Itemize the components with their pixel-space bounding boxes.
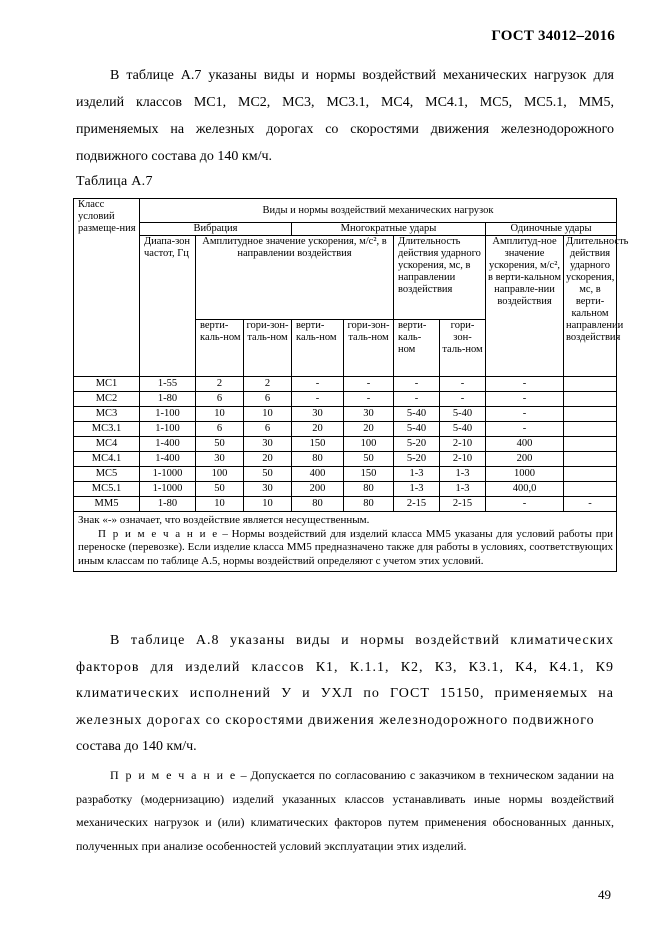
table-cell: -: [394, 392, 440, 407]
table-cell: 30: [196, 452, 244, 467]
table-cell: 10: [196, 497, 244, 512]
table-cell: 1-3: [440, 482, 486, 497]
row-class-cell: МС3.1: [74, 422, 140, 437]
table-cell: 1000: [486, 467, 564, 482]
table-cell: 50: [196, 437, 244, 452]
table-cell: 100: [344, 437, 394, 452]
table-cell: 80: [344, 497, 394, 512]
table-cell: 6: [244, 392, 292, 407]
row-class-cell: МС4: [74, 437, 140, 452]
table-cell: 6: [244, 422, 292, 437]
header-vib-vertical: верти-каль-ном: [196, 320, 244, 377]
table-cell: 10: [244, 407, 292, 422]
table-caption: Таблица А.7: [76, 174, 153, 189]
table-cell: [564, 407, 617, 422]
bottom-note: [76, 764, 614, 858]
table-cell: 2-15: [394, 497, 440, 512]
table-footnote: Знак «-» означает, что воздействие является несущественным.: [78, 514, 370, 526]
table-cell: -: [486, 392, 564, 407]
header-frequency-range: Диапа-зон частот, Гц: [140, 236, 196, 377]
row-class-cell: МС2: [74, 392, 140, 407]
table-cell: 100: [196, 467, 244, 482]
table-cell: -: [564, 497, 617, 512]
table-cell: 5-40: [440, 407, 486, 422]
table-cell: [564, 422, 617, 437]
climate-paragraph: [76, 628, 614, 761]
table-cell: 50: [196, 482, 244, 497]
header-class: Класс условий размеще-ния: [74, 199, 140, 377]
table-row: [74, 437, 617, 452]
table-cell: 50: [244, 467, 292, 482]
table-cell: 20: [344, 422, 394, 437]
table-row: [74, 392, 617, 407]
table-row: [74, 467, 617, 482]
table-cell: 1-1000: [140, 482, 196, 497]
table-cell: 150: [344, 467, 394, 482]
table-cell: 1-1000: [140, 467, 196, 482]
table-row: [74, 452, 617, 467]
table-cell: 1-80: [140, 392, 196, 407]
table-cell: 5-20: [394, 437, 440, 452]
table-cell: -: [394, 377, 440, 392]
table-cell: 30: [344, 407, 394, 422]
table-note-text: – Нормы воздействий для изделий класса ММ5 указаны для условий работы при переноске (перевозке). Если изделие класса ММ5 предназначено также для работы в условиях, соответствующих иным классам по таблице А.5, нормы воздействий определяют с учетом этих условий.: [78, 527, 614, 567]
table-cell: [564, 467, 617, 482]
row-class-cell: МС5.1: [74, 482, 140, 497]
header-multi-vertical: верти-каль-ном: [292, 320, 344, 377]
table-cell: 6: [196, 392, 244, 407]
table-cell: 30: [244, 482, 292, 497]
table-cell: 1-400: [140, 452, 196, 467]
header-group: Виды и нормы воздействий механических нагрузок: [140, 199, 617, 223]
table-cell: [564, 377, 617, 392]
climate-paragraph-text: В таблице А.8 указаны виды и нормы воздействий климатических факторов для изделий классов К1, К.1.1, К2, К3, К3.1, К4, К4.1, К9 климатических исполнений У и УХЛ по ГОСТ 15150, применяемых на железных дорогах со скоростями движения железнодорожного подвижного: [76, 633, 614, 728]
table-cell: -: [440, 392, 486, 407]
table-cell: 80: [344, 482, 394, 497]
table-note-label: П р и м е ч а н и е: [98, 527, 219, 540]
table-cell: 400: [486, 437, 564, 452]
table-cell: 50: [344, 452, 394, 467]
table-cell: 2: [244, 377, 292, 392]
table-row: [74, 422, 617, 437]
header-dur-horizontal: гори-зон-таль-ном: [440, 320, 486, 377]
table-cell: 1-55: [140, 377, 196, 392]
table-cell: -: [486, 422, 564, 437]
table-cell: 1-3: [394, 467, 440, 482]
bottom-note-label: П р и м е ч а н и е: [110, 768, 237, 782]
table-cell: 10: [196, 407, 244, 422]
header-multi-horizontal: гори-зон-таль-ном: [344, 320, 394, 377]
table-cell: 200: [292, 482, 344, 497]
table-cell: 400,0: [486, 482, 564, 497]
table-cell: 1-100: [140, 422, 196, 437]
header-single-amplitude: Амплитуд-ное значение ускорения, м/с², в верти-кальном направле-нии воздействия: [486, 236, 564, 377]
table-cell: -: [486, 377, 564, 392]
table-cell: 5-40: [394, 407, 440, 422]
intro-paragraph: [76, 62, 614, 170]
header-multiple-shocks: Многократные удары: [292, 223, 486, 236]
header-dur-vertical: верти-каль-ном: [394, 320, 440, 377]
table-cell: [564, 482, 617, 497]
table-cell: [564, 452, 617, 467]
table-cell: 5-40: [440, 422, 486, 437]
table-cell: 2-10: [440, 437, 486, 452]
table-notes: [73, 512, 617, 572]
table-cell: [564, 437, 617, 452]
table-cell: -: [292, 392, 344, 407]
table-cell: -: [292, 377, 344, 392]
table-cell: 80: [292, 452, 344, 467]
table-row: [74, 482, 617, 497]
table-row: [74, 377, 617, 392]
bottom-note-text: – Допускается по согласованию с заказчиком в техническом задании на разработку (модернизацию) изделий указанных классов устанавливать иные нормы воздействий механических нагрузок и (или) климатических факторов путем применения обоснованных данных, полученных при анализе особенностей условий эксплуатации этих изделий.: [76, 768, 615, 853]
table-a7: [73, 198, 629, 512]
header-acceleration-amplitude: Амплитудное значение ускорения, м/с², в направлении воздействия: [196, 236, 394, 320]
table-cell: 400: [292, 467, 344, 482]
table-row: [74, 497, 617, 512]
table-cell: 1-400: [140, 437, 196, 452]
row-class-cell: МС5: [74, 467, 140, 482]
climate-paragraph-end: состава до 140 км/ч.: [76, 739, 197, 754]
header-single-duration: Длительность действия ударного ускорения, мс, в верти-кальном направлении воздействия: [564, 236, 617, 377]
table-cell: -: [486, 497, 564, 512]
intro-paragraph-text: В таблице А.7 указаны виды и нормы воздействий механических нагрузок для изделий классов МС1, МС2, МС3, МС3.1, МС4, МС4.1, МС5, МС5.1, ММ5, применяемых на железных дорогах со скоростями движения железнодорожного подвижного состава до 140 км/ч.: [76, 68, 614, 164]
header-single-shocks: Одиночные удары: [486, 223, 617, 236]
header-vib-horizontal: гори-зон-таль-ном: [244, 320, 292, 377]
table-cell: 1-3: [440, 467, 486, 482]
table-cell: 1-3: [394, 482, 440, 497]
row-class-cell: МС4.1: [74, 452, 140, 467]
table-cell: 5-20: [394, 452, 440, 467]
table-a7-body: [74, 377, 617, 512]
row-class-cell: МС1: [74, 377, 140, 392]
table-cell: 5-40: [394, 422, 440, 437]
table-cell: 150: [292, 437, 344, 452]
table-cell: 6: [196, 422, 244, 437]
table-note: [78, 528, 613, 569]
table-cell: -: [440, 377, 486, 392]
table-row: [74, 407, 617, 422]
row-class-cell: МС3: [74, 407, 140, 422]
page-number: 49: [598, 887, 611, 902]
row-class-cell: ММ5: [74, 497, 140, 512]
table-cell: 20: [244, 452, 292, 467]
table-cell: -: [344, 377, 394, 392]
table-cell: 1-100: [140, 407, 196, 422]
table-cell: -: [344, 392, 394, 407]
table-cell: 10: [244, 497, 292, 512]
table-cell: 2: [196, 377, 244, 392]
table-cell: 20: [292, 422, 344, 437]
header-shock-duration: Длительность действия ударного ускорения, мс, в направлении воздействия: [394, 236, 486, 320]
table-cell: [564, 392, 617, 407]
table-cell: 30: [292, 407, 344, 422]
table-cell: 30: [244, 437, 292, 452]
header-vibration: Вибрация: [140, 223, 292, 236]
table-cell: 80: [292, 497, 344, 512]
table-a7-container: [73, 198, 629, 572]
table-cell: 2-15: [440, 497, 486, 512]
document-standard-header: ГОСТ 34012–2016: [491, 28, 615, 44]
table-cell: -: [486, 407, 564, 422]
table-cell: 1-80: [140, 497, 196, 512]
table-cell: 200: [486, 452, 564, 467]
table-cell: 2-10: [440, 452, 486, 467]
